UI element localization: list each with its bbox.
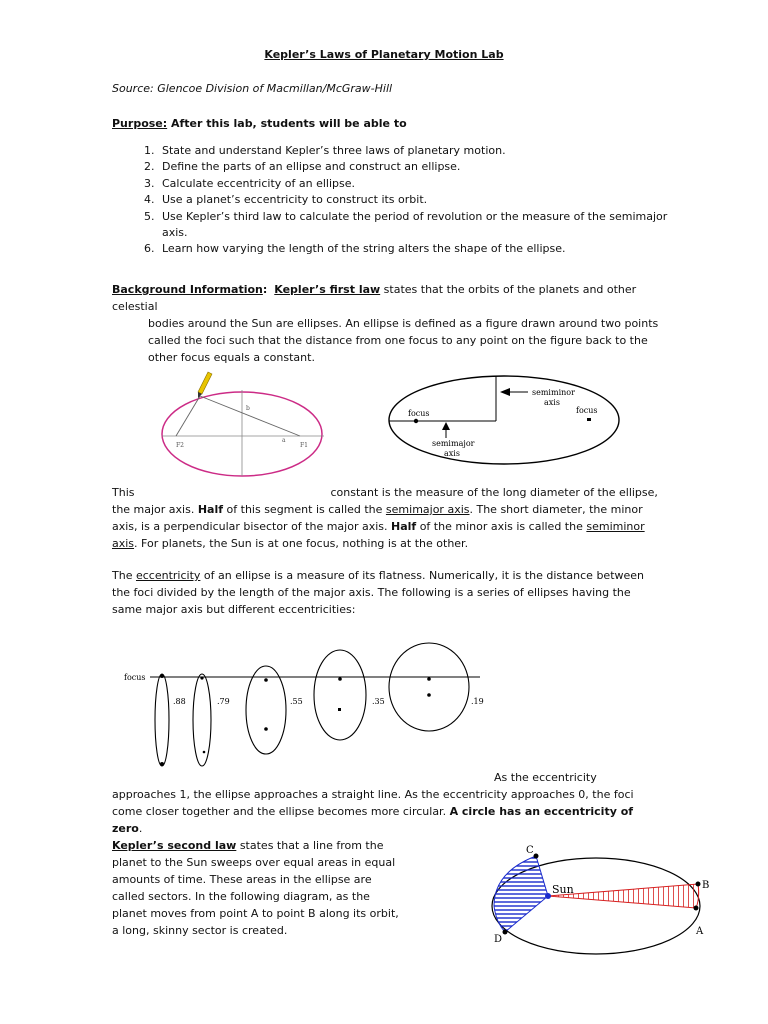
string-left: [176, 396, 200, 436]
semimajor-label-2: axis: [444, 449, 460, 458]
focus-right-label: focus: [576, 406, 598, 415]
para2-text-1: This: [112, 486, 135, 499]
para3-text-0: The: [112, 569, 136, 582]
ecc-label-2: .79: [217, 697, 230, 706]
list-item: 4. Use a planet’s eccentricity to construct its orbit.: [158, 192, 678, 208]
sun-label: Sun: [552, 883, 574, 896]
focus-right-dot: [587, 418, 591, 421]
ellipse-079: [193, 674, 211, 766]
semimajor-arrow-icon: [442, 422, 450, 438]
purpose-text: After this lab, students will be able to: [167, 117, 407, 130]
second-law-figure: [486, 836, 726, 960]
ellipse-019: [389, 643, 469, 731]
a-label: a: [282, 437, 286, 444]
ecc-label-3: .55: [290, 697, 303, 706]
point-d-label: D: [494, 934, 503, 945]
background-text-2: bodies around the Sun are ellipses. An ellipse is defined as a figure drawn around two points called the foci such that the distance from one focus to any point on the figure back to the other focus equals a constant.: [148, 317, 659, 364]
ecc-label-1: .88: [173, 697, 186, 706]
point-c-label: C: [526, 845, 534, 856]
point-c-dot: [534, 854, 539, 859]
para2-text-4: . The short diameter, the minor axis, is a perpendicular bisector of the major axis.: [112, 503, 643, 533]
semiminor-arrow-icon: [500, 388, 528, 396]
para2-text-2: constant is the measure of the long diameter of the ellipse, the major axis.: [112, 486, 658, 516]
focus-f2-label: F2: [176, 442, 184, 449]
para2-text-6: . For planets, the Sun is at one focus, nothing is at the other.: [134, 537, 469, 550]
para3-text-1: of an ellipse is a measure of its flatness. Numerically, it is the distance between the foci divided by the length of the major axis. The following is a series of ellipses having the same major axis but different eccentricities:: [112, 569, 645, 616]
list-item: 2. Define the parts of an ellipse and construct an ellipse.: [158, 159, 678, 175]
point-b-label: B: [702, 880, 710, 891]
major-axis-paragraph: [112, 484, 660, 552]
focus-f1-label: F1: [300, 442, 308, 449]
point-b-dot: [696, 882, 701, 887]
page-title: Kepler’s Laws of Planetary Motion Lab: [264, 48, 504, 61]
eccentricity-limit-paragraph: [112, 769, 660, 837]
semiminor-label: semiminor: [532, 388, 575, 397]
ellipse-055: [246, 666, 286, 754]
blue-sector: [494, 856, 548, 932]
string-right: [200, 396, 300, 436]
pencil-icon: [198, 372, 212, 398]
black-ellipse: [389, 376, 619, 464]
ecc-label-4: .35: [372, 697, 385, 706]
ellipse-035: [314, 650, 366, 740]
semimajor-term: semimajor axis: [385, 503, 470, 516]
ellipse-parts-figure: [386, 372, 626, 468]
list-item: 5. Use Kepler’s third law to calculate the period of revolution or the measure of the semimajor axis.: [158, 209, 678, 242]
background-colon: :: [262, 283, 268, 296]
list-item: 3. Calculate eccentricity of an ellipse.: [158, 176, 678, 192]
objectives-list: [112, 143, 678, 258]
point-a-label: A: [696, 926, 704, 937]
para4-text-1: As the eccentricity approaches 1, the ellipse approaches a straight line. As the eccentricity approaches 0, the foci come closer together and the ellipse becomes more circular.: [112, 771, 634, 818]
half-bold-2: Half: [391, 520, 417, 533]
eccentricity-series-figure: [120, 640, 500, 774]
para2-text-3: of this segment is called the: [223, 503, 386, 516]
para2-text-5: of the minor axis is called the: [416, 520, 587, 533]
point-d-dot: [503, 930, 508, 935]
second-law-term: Kepler’s second law: [112, 839, 237, 852]
focus-label: focus: [124, 673, 146, 682]
point-a-dot: [694, 906, 699, 911]
first-law-term: Kepler’s first law: [274, 283, 381, 296]
sun-dot: [545, 893, 551, 899]
background-text-1: states that the orbits of the planets and other celestial: [112, 283, 637, 313]
semiminor-term: semiminor axis: [112, 520, 645, 550]
purpose-label: Purpose:: [112, 117, 168, 130]
ecc-label-5: .19: [471, 697, 484, 706]
b-label: b: [246, 405, 250, 412]
list-item: 6. Learn how varying the length of the string alters the shape of the ellipse.: [158, 241, 678, 257]
list-item: 1. State and understand Kepler’s three laws of planetary motion.: [158, 143, 678, 159]
focus-left-dot: [414, 419, 418, 423]
ellipse-construction-figure: [150, 364, 336, 478]
source-line: Source: Glencoe Division of Macmillan/McGraw-Hill: [112, 82, 393, 95]
background-label: Background Information: [112, 283, 263, 296]
second-law-paragraph: [112, 837, 402, 939]
semiminor-label-2: axis: [544, 398, 560, 407]
semimajor-label: semimajor: [432, 439, 475, 448]
focus-left-label: focus: [408, 409, 430, 418]
circle-eccentricity-bold: A circle has an eccentricity of zero: [112, 805, 634, 835]
half-bold-1: Half: [197, 503, 224, 516]
ellipse-088: [155, 674, 169, 766]
purpose-line: [112, 117, 407, 130]
eccentricity-paragraph: [112, 567, 660, 618]
eccentricity-term: eccentricity: [135, 569, 201, 582]
background-paragraph: [112, 281, 660, 366]
para5-text-1: states that a line from the planet to the Sun sweeps over equal areas in equal amounts of time. These areas in the ellipse are called sectors. In the following diagram, as the planet moves from point A to point B along its orbit, a long, skinny sector is created.: [112, 839, 399, 937]
para4-text-2: .: [138, 822, 143, 835]
